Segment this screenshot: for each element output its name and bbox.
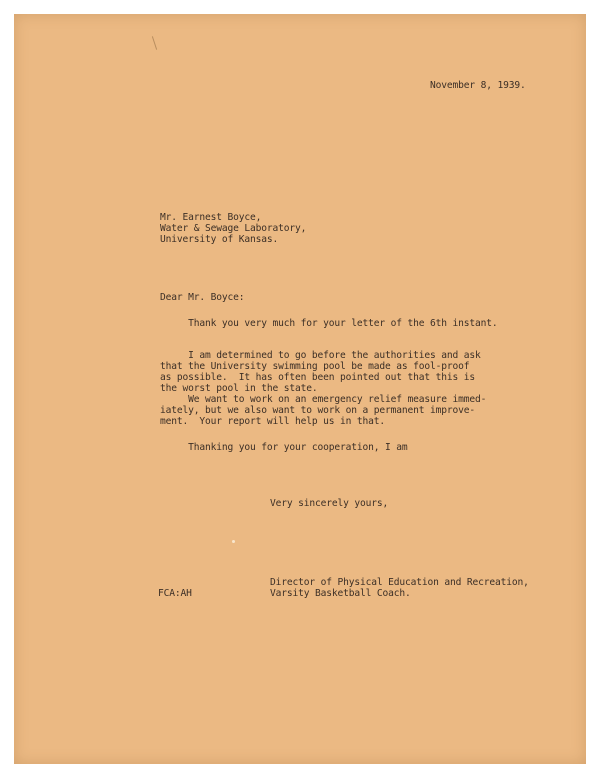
recipient-department: Water & Sewage Laboratory, bbox=[160, 223, 307, 234]
signature-title-line: Director of Physical Education and Recreation, bbox=[270, 577, 529, 588]
paragraph-3-line: We want to work on an emergency relief measure immed- bbox=[160, 394, 487, 405]
signature-title-line: Varsity Basketball Coach. bbox=[270, 588, 411, 599]
paper-speck bbox=[152, 36, 157, 50]
recipient-institution: University of Kansas. bbox=[160, 234, 279, 245]
complimentary-closing: Very sincerely yours, bbox=[270, 498, 389, 509]
paragraph-1-line: Thank you very much for your letter of the 6th instant. bbox=[160, 318, 498, 329]
paper-speck bbox=[232, 540, 235, 543]
reference-initials: FCA:AH bbox=[158, 588, 192, 599]
letter-date: November 8, 1939. bbox=[430, 80, 526, 91]
paragraph-3-line: ment. Your report will help us in that. bbox=[160, 416, 386, 427]
paragraph-3-line: iately, but we also want to work on a permanent improve- bbox=[160, 405, 476, 416]
paragraph-2-line: as possible. It has often been pointed out that this is bbox=[160, 372, 476, 383]
paragraph-4-line: Thanking you for your cooperation, I am bbox=[160, 442, 408, 453]
letter-page bbox=[14, 14, 586, 764]
recipient-name: Mr. Earnest Boyce, bbox=[160, 212, 262, 223]
paragraph-2-line: I am determined to go before the authorities and ask bbox=[160, 350, 481, 361]
paragraph-2-line: the worst pool in the state. bbox=[160, 383, 318, 394]
paragraph-2-line: that the University swimming pool be made as fool-proof bbox=[160, 361, 470, 372]
salutation: Dear Mr. Boyce: bbox=[160, 292, 245, 303]
